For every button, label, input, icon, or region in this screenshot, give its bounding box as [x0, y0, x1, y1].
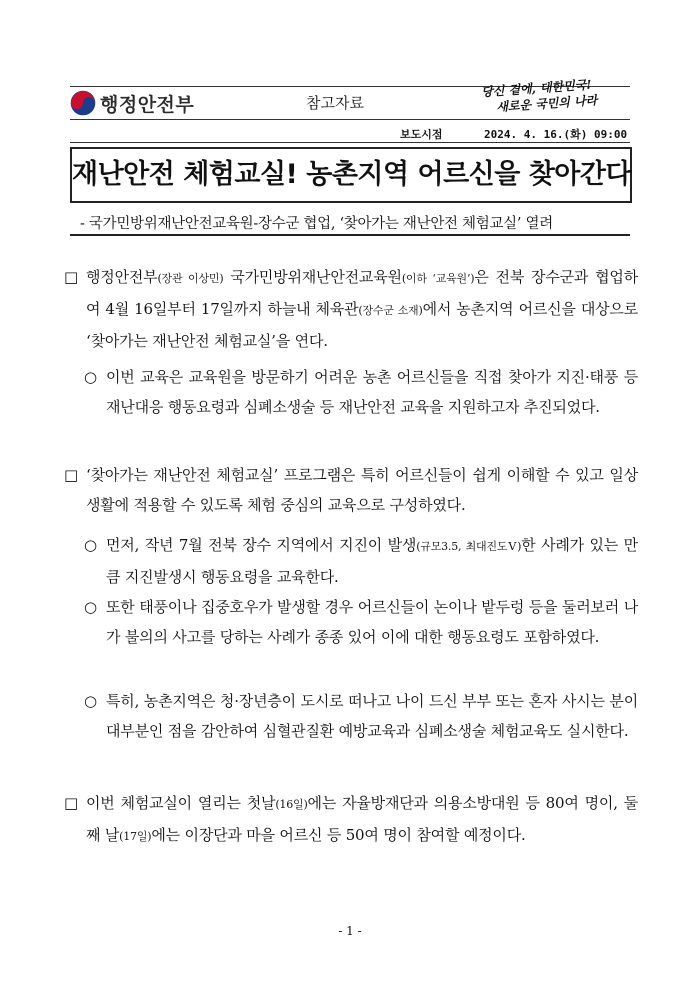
release-datetime: 2024. 4. 16.(화) 09:00 — [484, 128, 628, 141]
paragraph-2-3 — [84, 686, 638, 746]
release-label: 보도시점 — [400, 128, 443, 141]
slogan: 당신 곁에, 대한민국! 새로운 국민의 나라 — [480, 77, 598, 115]
header-band — [70, 77, 630, 120]
paragraph-text: 이번 교육은 교육원을 방문하기 어려운 농촌 어르신들을 직접 찾아가 지진·태풍 등 재난대응 행동요령과 심폐소생술 등 재난안전 교육을 지원하고자 추진되었다. — [106, 368, 638, 416]
document-kind: 참고자료 — [306, 94, 364, 112]
divider — [70, 234, 630, 236]
paragraph-1-1 — [84, 362, 638, 422]
paragraph-3 — [64, 788, 638, 852]
subtitle: - 국가민방위재난안전교육원-장수군 협업, ‘찾아가는 재난안전 체험교실’ 열려 — [80, 216, 553, 232]
page-number: - 1 - — [338, 924, 362, 938]
ministry-logo — [70, 87, 194, 119]
paragraph-2-1 — [84, 530, 638, 592]
ministry-name: 행정안전부 — [100, 93, 195, 116]
taegeuk-icon — [70, 90, 96, 116]
square-bullet: □ — [64, 794, 78, 812]
paragraph-2 — [64, 460, 638, 520]
release-info — [70, 126, 630, 143]
square-bullet: □ — [64, 268, 78, 286]
circle-bullet: ○ — [84, 368, 97, 386]
square-bullet: □ — [64, 466, 78, 484]
paragraph-text: 이번 체험교실이 열리는 첫날(16일)에는 자율방재단과 의용소방대원 등 80여 명이, 둘째 날(17일)에는 이장단과 마을 어르신 등 50여 명이 참여할 예정이다. — [86, 794, 638, 844]
paragraph-text: 특히, 농촌지역은 청·장년층이 도시로 떠나고 나이 드신 부부 또는 혼자 사시는 분이 대부분인 점을 감안하여 심혈관질환 예방교육과 심폐소생술 체험교육도 실시한다. — [106, 692, 638, 740]
circle-bullet: ○ — [84, 598, 97, 616]
paragraph-text: 또한 태풍이나 집중호우가 발생할 경우 어르신들이 논이나 밭두렁 등을 둘러보러 나가 불의의 사고를 당하는 사례가 종종 있어 이에 대한 행동요령도 포함하였다. — [106, 598, 638, 646]
paragraph-text: ‘찾아가는 재난안전 체험교실’ 프로그램은 특히 어르신들이 쉽게 이해할 수 있고 일상생활에 적용할 수 있도록 체험 중심의 교육으로 구성하였다. — [86, 466, 638, 514]
paragraph-text: 먼저, 작년 7월 전북 장수 지역에서 지진이 발생(규모3.5, 최대진도Ⅴ)한 사례가 있는 만큼 지진발생시 행동요령을 교육한다. — [106, 536, 638, 586]
page-title: 재난안전 체험교실! 농촌지역 어르신을 찾아간다 — [72, 159, 632, 190]
paragraph-text: 행정안전부(장관 이상민) 국가민방위재난안전교육원(이하 ‘교육원’)은 전북 장수군과 협업하여 4월 16일부터 17일까지 하늘내 체육관(장수군 소재)에서 농촌지역 어르신을 대상으로 ‘찾아가는 재난안전 체험교실’을 연다. — [86, 268, 639, 350]
circle-bullet: ○ — [84, 692, 97, 710]
circle-bullet: ○ — [84, 536, 97, 554]
paragraph-1 — [64, 262, 638, 356]
paragraph-2-2 — [84, 592, 638, 652]
title-box — [70, 147, 632, 203]
